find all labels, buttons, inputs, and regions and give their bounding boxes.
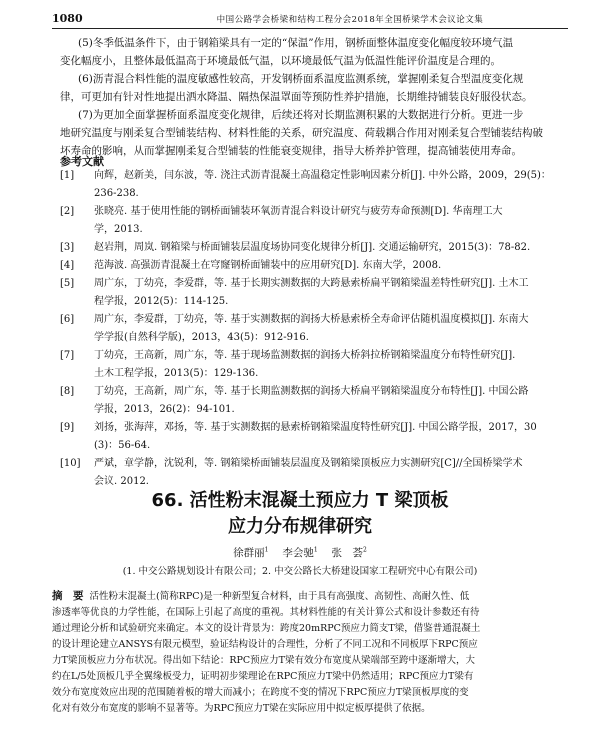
- author-name: 张 荟: [331, 547, 363, 559]
- reference-number: [2]: [60, 206, 75, 217]
- reference-text: 周广东，丁幼亮，李爱群，等. 基于长期实测数据的大跨悬索桥扁平钢箱梁温差特性研究[J]. 土木工: [94, 278, 529, 289]
- conclusion-paragraph-7: [60, 106, 560, 160]
- reference-text: 学报，2013，26(2)：94-101.: [94, 404, 235, 415]
- article-title-line-2: 应力分布规律研究: [228, 516, 372, 537]
- reference-text: 刘扬，张海萍，邓扬，等. 基于实测数据的悬索桥钢箱梁温度特性研究[J]. 中国公路学报，2017，30: [94, 422, 537, 433]
- author-affiliation-marker: 2: [363, 546, 367, 554]
- reference-text: 丁幼亮，王高新，周广东，等. 基于长期监测数据的润扬大桥扁平钢箱梁温度分布特性[J]. 中国公路: [94, 386, 529, 397]
- reference-number: [10]: [60, 458, 81, 469]
- abstract-line: 渗透率等优良的力学性能，在国际上引起了高度的重视。其材料性能的有关计算公式和设计参数还有待: [52, 607, 480, 618]
- abstract-line: 效分布宽度效应出现的范围随着板的增大而减小；在跨度不变的情况下RPC预应力T梁顶板厚度的变: [52, 687, 469, 698]
- paragraph-line: 变化幅度小，且整体最低温高于环境最低气温，以环境最低气温为低温性能评价温度是合理的。: [60, 55, 501, 67]
- abstract-line: 通过理论分析和试验研究来确定。本文的设计背景为：跨度20mRPC预应力简支T梁，借鉴普通混凝土: [52, 623, 481, 634]
- affiliation: (1. 中交公路规划设计有限公司；2. 中交公路长大桥建设国家工程研究中心有限公司): [122, 566, 478, 577]
- reference-number: [1]: [60, 170, 75, 181]
- reference-text: 周广东，李爱群，丁幼亮，等. 基于实测数据的润扬大桥悬索桥全寿命评估随机温度模拟[J]. 东南大: [94, 314, 529, 325]
- author-name: 徐群丽: [233, 547, 265, 559]
- conclusion-paragraph-6: [60, 70, 560, 106]
- abstract: [52, 588, 562, 717]
- author-list: [0, 545, 600, 560]
- paragraph-line: 地研究温度与刚柔复合型铺装结构、材料性能的关系，研究温度、荷载耦合作用对刚柔复合型铺装结构破: [60, 127, 543, 139]
- paragraph-line: (5)冬季低温条件下，由于钢箱梁具有一定的“保温”作用，钢桥面整体温度变化幅度较环境气温: [78, 37, 514, 49]
- abstract-line: 的设计理论建立ANSYS有限元模型，验证结构设计的合理性，分析了不同工况和不同板厚下RPC预应: [52, 639, 478, 650]
- page-number: 1080: [52, 12, 83, 25]
- conclusion-paragraph-5: [60, 34, 560, 70]
- author-affiliation-marker: 1: [313, 546, 318, 554]
- paragraph-line: 律，可更加有针对性地提出洒水降温、隔热保温罩面等预防性养护措施，长期维持铺装良好服役状态。: [60, 91, 533, 103]
- abstract-text: 活性粉末混凝土(简称RPC)是一种新型复合材料，由于具有高强度、高韧性、高耐久性、低: [89, 591, 470, 602]
- abstract-line: 约在L/5处顶板几乎全翼缘板受力，证明初步梁理论在RPC预应力T梁中仍然适用；RPC预应力T梁有: [52, 671, 474, 682]
- references-heading: 参考文献: [60, 155, 104, 168]
- reference-text: 程学报，2012(5)：114-125.: [94, 296, 229, 307]
- running-header: [52, 12, 568, 29]
- reference-number: [5]: [60, 278, 75, 289]
- author-affiliation-marker: 1: [264, 546, 269, 554]
- reference-text: 赵岩荆，周岚. 钢箱梁与桥面铺装层温度场协同变化规律分析[J]. 交通运输研究，2015(3)：78-82.: [94, 242, 531, 253]
- abstract-line: 化对有效分布宽度的影响不显著等。为RPC预应力T梁在实际应用中拟定板厚提供了依据。: [52, 703, 431, 714]
- abstract-label: 摘 要: [52, 590, 84, 602]
- reference-number: [7]: [60, 350, 75, 361]
- abstract-line: 力T梁顶板应力分布状况。得出如下结论：RPC预应力T梁有效分布宽度从梁端部至跨中逐渐增大，大: [52, 655, 475, 666]
- author-name: 李会驰: [282, 547, 314, 559]
- paragraph-line: (6)沥青混合料性能的温度敏感性较高，开发钢桥面系温度监测系统，掌握刚柔复合型温度变化规: [78, 73, 524, 85]
- article-title-line-1: 66. 活性粉末混凝土预应力 T 梁顶板: [151, 490, 449, 511]
- reference-number: [8]: [60, 386, 75, 397]
- reference-text: 严斌，章学静，沈锐利，等. 钢箱梁桥面铺装层温度及钢箱梁顶板应力实测研究[C]//全国桥梁学术: [94, 458, 523, 469]
- reference-text: 张晓亮. 基于使用性能的钢桥面铺装环氧沥青混合料设计研究与疲劳寿命预测[D]. 华南理工大: [94, 206, 503, 217]
- paragraph-line: 坏寿命的影响，从而掌握刚柔复合型铺装的性能衰变规律，指导大桥养护管理，提高铺装使用寿命。: [60, 145, 522, 157]
- running-title: 中国公路学会桥梁和结构工程分会2018年全国桥梁学术会议论文集: [216, 15, 484, 25]
- reference-number: [4]: [60, 260, 75, 271]
- reference-text: 236-238.: [94, 188, 139, 199]
- reference-text: 丁幼亮，王高新，周广东，等. 基于现场监测数据的润扬大桥斜拉桥钢箱梁温度分布特性研究[J].: [94, 350, 516, 361]
- reference-text: 向辉，赵新美，闫东波，等. 浇注式沥青混凝土高温稳定性影响因素分析[J]. 中外公路，2009，29(5)：: [94, 170, 551, 181]
- reference-text: 范海波. 高强沥青混凝土在穹窿钢桥面铺装中的应用研究[D]. 东南大学，2008.: [94, 260, 442, 271]
- reference-text: 学学报(自然科学版)，2013，43(5)：912-916.: [94, 332, 309, 343]
- reference-text: 学，2013.: [94, 224, 143, 235]
- reference-number: [9]: [60, 422, 75, 433]
- reference-text: (3)：56-64.: [94, 440, 151, 451]
- abstract-line: [52, 588, 562, 605]
- reference-text: 会议. 2012.: [94, 476, 149, 487]
- reference-text: 土木工程学报，2013(5)：129-136.: [94, 368, 259, 379]
- reference-number: [6]: [60, 314, 75, 325]
- paragraph-line: (7)为更加全面掌握桥面系温度变化规律，后续还将对长期监测积累的大数据进行分析。更进一步: [78, 109, 524, 121]
- reference-number: [3]: [60, 242, 75, 253]
